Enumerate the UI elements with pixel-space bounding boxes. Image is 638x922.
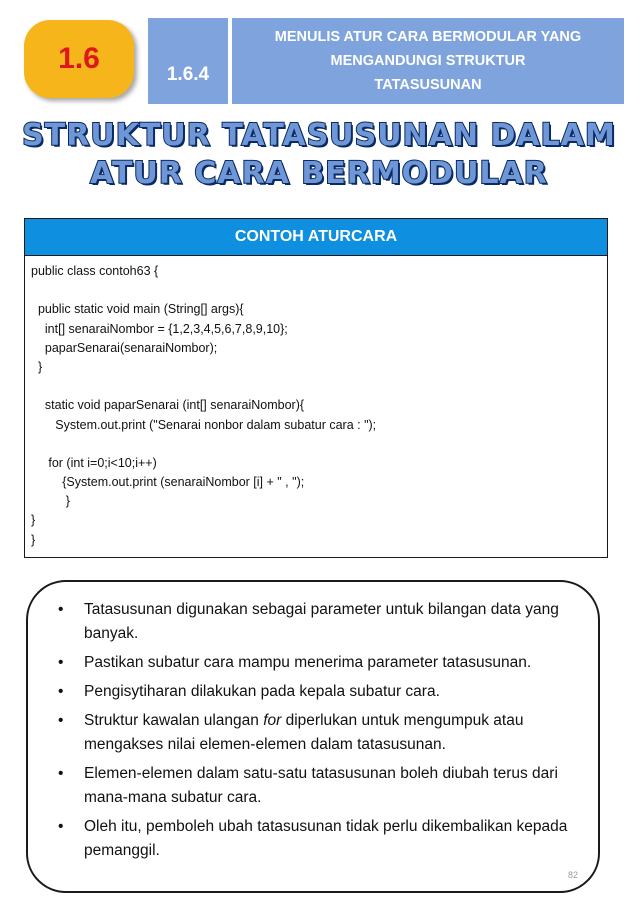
bullet-icon: • — [58, 765, 64, 782]
subsection-title-line: MENULIS ATUR CARA BERMODULAR YANG — [274, 29, 582, 45]
note-text: Struktur kawalan ulangan — [84, 712, 264, 729]
note-text: Tatasusunan digunakan sebagai parameter untuk bilangan data yang banyak. — [84, 601, 559, 642]
code-line: } — [31, 359, 43, 374]
subsection-number-badge — [148, 18, 228, 104]
note-emphasis: for — [263, 712, 282, 729]
code-line — [31, 281, 607, 300]
code-line: public class contoh63 { — [31, 264, 159, 278]
notes-box — [26, 580, 600, 893]
bullet-icon: • — [58, 683, 64, 700]
code-example-panel — [24, 218, 608, 558]
page-number: 82 — [568, 870, 579, 880]
code-line — [31, 435, 607, 454]
code-line: for (int i=0;i<10;i++) — [31, 455, 157, 470]
note-text: Oleh itu, pemboleh ubah tatasusunan tidak perlu dikembalikan kepada pemanggil. — [84, 818, 568, 859]
note-item — [58, 762, 572, 810]
subsection-title-line: MENGANDUNGI STRUKTUR — [330, 53, 526, 69]
subsection-title-box — [232, 18, 624, 104]
bullet-icon: • — [58, 601, 64, 618]
note-item — [58, 680, 572, 704]
note-item — [58, 651, 572, 675]
code-line: int[] senaraiNombor = {1,2,3,4,5,6,7,8,9,10}; — [31, 321, 288, 336]
section-number: 1.6 — [58, 42, 100, 75]
note-text: Elemen-elemen dalam satu-satu tatasusunan boleh diubah terus dari mana-mana subatur cara. — [84, 765, 558, 806]
notes-list — [58, 598, 572, 863]
subsection-number: 1.6.4 — [166, 64, 210, 85]
page-title-line: ATUR CARA BERMODULAR — [90, 156, 548, 191]
bullet-icon: • — [58, 712, 64, 729]
subsection-title-line: TATASUSUNAN — [374, 77, 482, 93]
code-line: static void paparSenarai (int[] senaraiNombor){ — [31, 398, 305, 413]
code-line: paparSenarai(senaraiNombor); — [31, 340, 218, 355]
note-text: diperlukan untuk mengumpuk atau mengakses nilai elemen-elemen dalam tatasusunan. — [84, 712, 524, 753]
note-item — [58, 815, 572, 863]
note-text: Pastikan subatur cara mampu menerima parameter tatasusunan. — [84, 654, 532, 671]
code-panel-header: CONTOH ATURCARA — [25, 219, 607, 256]
code-listing — [25, 256, 607, 550]
bullet-icon: • — [58, 818, 64, 835]
page-title-line: STRUKTUR TATASUSUNAN DALAM — [22, 118, 616, 153]
code-line: } — [31, 494, 70, 509]
page-title — [0, 117, 638, 193]
code-line: System.out.print ("Senarai nonbor dalam subatur cara : "); — [31, 417, 377, 432]
note-text: Pengisytiharan dilakukan pada kepala subatur cara. — [84, 683, 440, 700]
code-line — [31, 377, 607, 396]
section-number-badge — [24, 20, 134, 98]
code-line: public static void main (String[] args){ — [31, 302, 244, 317]
code-line: } — [31, 513, 36, 528]
code-line: {System.out.print (senaraiNombor [i] + " , "); — [31, 475, 305, 490]
code-line: } — [31, 532, 36, 547]
note-item — [58, 709, 572, 757]
note-item — [58, 598, 572, 646]
bullet-icon: • — [58, 654, 64, 671]
